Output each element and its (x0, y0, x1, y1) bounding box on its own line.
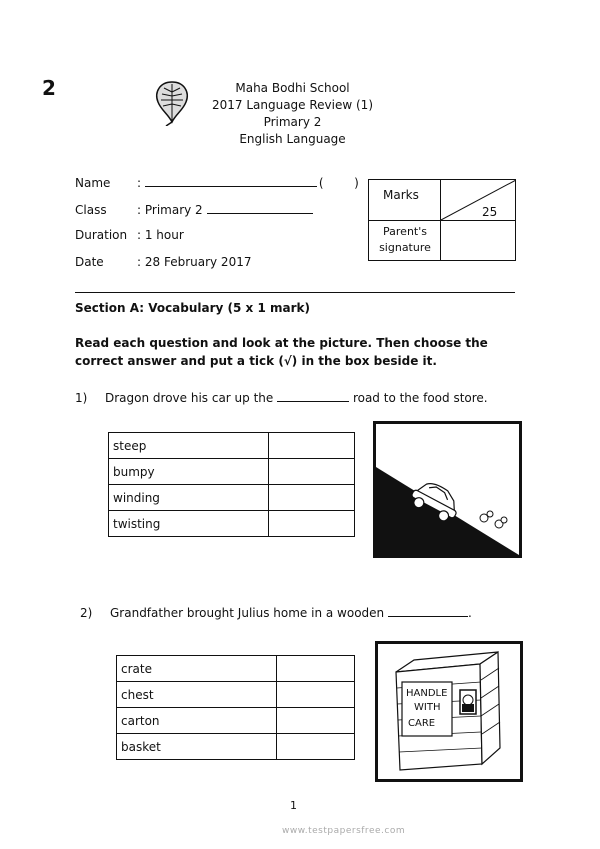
question-1 (75, 389, 488, 405)
school-logo-leaf (152, 78, 192, 126)
tick-box[interactable] (277, 682, 355, 708)
tick-box[interactable] (269, 433, 355, 459)
option-label: steep (109, 433, 269, 459)
option-label: bumpy (109, 459, 269, 485)
options-table-1 (108, 432, 355, 537)
car-slope-illustration (376, 424, 519, 555)
class-row (75, 201, 313, 217)
tick-box[interactable] (269, 511, 355, 537)
tick-box[interactable] (269, 459, 355, 485)
question-text-before: Grandfather brought Julius home in a wooden (110, 606, 385, 620)
marks-total: 25 (482, 205, 498, 219)
question-text-after: . (467, 606, 472, 620)
parent-label-line1: Parent's (383, 225, 427, 238)
duration-label: Duration (75, 228, 128, 242)
marks-box (368, 179, 516, 261)
section-title: Section A: Vocabulary (5 x 1 mark) (75, 301, 310, 315)
date-label: Date (75, 255, 104, 269)
options-table-2 (116, 655, 355, 760)
register-number-bracket: ( ) (318, 176, 359, 190)
crate-text-line3: CARE (408, 718, 436, 729)
option-row (109, 433, 355, 459)
tick-box[interactable] (277, 656, 355, 682)
option-row (117, 682, 355, 708)
option-label: twisting (109, 511, 269, 537)
crate-illustration (378, 644, 520, 779)
question-number: 1) (75, 391, 88, 405)
option-row (109, 459, 355, 485)
option-label: basket (117, 734, 277, 760)
name-sep: : (137, 176, 142, 190)
question-number: 2) (80, 606, 93, 620)
school-name: Maha Bodhi School (235, 81, 350, 95)
marks-label: Marks (383, 188, 419, 202)
marks-diagonal (441, 180, 516, 220)
option-row (109, 511, 355, 537)
paper-title: 2017 Language Review (1) (211, 98, 373, 112)
header (190, 80, 395, 148)
tick-box[interactable] (269, 485, 355, 511)
option-label: crate (117, 656, 277, 682)
duration-row (75, 228, 184, 242)
level: Primary 2 (263, 115, 322, 129)
date-row (75, 255, 251, 269)
picture-car-on-slope (373, 421, 522, 558)
divider (75, 292, 515, 293)
question-2 (80, 604, 472, 620)
date-value: : 28 February 2017 (137, 255, 252, 269)
option-label: chest (117, 682, 277, 708)
answer-blank (277, 389, 349, 402)
footer-page-number: 1 (290, 799, 297, 812)
duration-value: : 1 hour (137, 228, 184, 242)
name-label: Name (75, 176, 111, 190)
option-label: winding (109, 485, 269, 511)
picture-wooden-crate (375, 641, 523, 782)
parent-label-line2: signature (379, 241, 431, 254)
option-label: carton (117, 708, 277, 734)
crate-text-line1: HANDLE (406, 688, 448, 699)
crate-text-line2: WITH (414, 702, 441, 713)
question-text-before: Dragon drove his car up the (105, 391, 274, 405)
subject: English Language (239, 132, 346, 146)
class-label: Class (75, 203, 107, 217)
option-row (109, 485, 355, 511)
class-blank[interactable] (207, 201, 313, 214)
option-row (117, 734, 355, 760)
watermark: www.testpapersfree.com (282, 826, 406, 836)
page-number: 2 (42, 76, 56, 100)
answer-blank (388, 604, 468, 617)
instruction: Read each question and look at the picture. Then choose the correct answer and put a tick (√) in the box beside it. (75, 336, 488, 368)
question-text-after: road to the food store. (352, 391, 488, 405)
tick-box[interactable] (277, 734, 355, 760)
option-row (117, 656, 355, 682)
name-row (75, 174, 359, 190)
option-row (117, 708, 355, 734)
name-blank[interactable] (145, 174, 317, 187)
parent-signature-label (371, 224, 439, 256)
tick-box[interactable] (277, 708, 355, 734)
class-value: : Primary 2 (137, 203, 203, 217)
